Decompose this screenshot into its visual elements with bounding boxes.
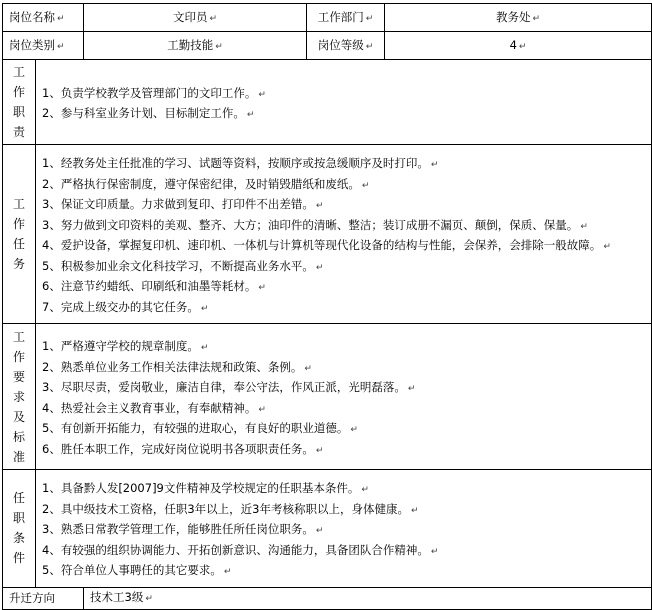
paragraph-mark-icon: ↵ — [258, 404, 266, 415]
department-label-cell — [307, 4, 385, 32]
qualifications-label — [3, 470, 36, 588]
paragraph-mark-icon: ↵ — [315, 201, 324, 211]
paragraph-mark-icon: ↵ — [209, 13, 218, 24]
category-value: 工勤技能 — [167, 37, 214, 52]
list-item: 1、严格遵守学校的规章制度。 ↵ — [42, 339, 209, 353]
paragraph-mark-icon: ↵ — [258, 283, 266, 293]
list-item: 1、具备黔人发[2007]9文件精神及学校规定的任职基本条件。 ↵ — [42, 481, 369, 495]
requirements-label-char: 标 — [12, 429, 25, 444]
category-label-cell — [3, 32, 84, 60]
paragraph-mark-icon: ↵ — [246, 110, 255, 120]
position-name-label: 岗位名称 — [9, 9, 55, 24]
paragraph-mark-icon: ↵ — [361, 485, 369, 495]
paragraph-mark-icon: ↵ — [200, 343, 209, 353]
paragraph-mark-icon: ↵ — [315, 445, 324, 456]
paragraph-mark-icon: ↵ — [350, 425, 358, 435]
list-item: 3、熟悉日常教学管理工作，能够胜任所任岗位职务。 ↵ — [42, 522, 324, 536]
job-description-table — [2, 3, 652, 610]
tasks-label-char: 务 — [12, 257, 25, 271]
list-item: 5、符合单位人事聘任的其它要求。 ↵ — [42, 563, 232, 577]
tasks-label-char: 作 — [12, 217, 25, 231]
list-item: 6、胜任本职工作，完成好岗位说明书各项职责任务。 ↵ — [42, 441, 324, 456]
list-item: 5、有创新开拓能力，有较强的进取心，有良好的职业道德。 ↵ — [42, 421, 358, 435]
requirements-label-char: 准 — [12, 449, 25, 464]
level-label: 岗位等级 — [317, 37, 364, 52]
list-item: 7、完成上级交办的其它任务。 ↵ — [42, 299, 209, 314]
tasks-list — [36, 145, 652, 324]
paragraph-mark-icon: ↵ — [580, 221, 588, 232]
duties-label — [3, 60, 36, 145]
department-value-cell — [385, 4, 652, 32]
paragraph-mark-icon: ↵ — [430, 160, 439, 170]
paragraph-mark-icon: ↵ — [361, 180, 370, 191]
list-item: 2、严格执行保密制度，遵守保密纪律，及时销毁腊纸和废纸。 ↵ — [42, 176, 370, 191]
position-name-value: 文印员 — [172, 9, 208, 24]
paragraph-mark-icon: ↵ — [145, 594, 153, 604]
promotion-label: 升迁方向 — [9, 591, 55, 605]
requirements-row — [3, 324, 652, 470]
header-row-2 — [3, 32, 652, 60]
paragraph-mark-icon: ↵ — [304, 363, 312, 374]
promotion-row — [3, 587, 652, 609]
qualifications-label-char: 条 — [12, 531, 25, 546]
category-label: 岗位类别 — [9, 37, 55, 52]
duties-row — [3, 60, 652, 145]
requirements-label-char: 及 — [12, 409, 25, 424]
tasks-row — [3, 145, 652, 324]
level-value: 4 — [509, 37, 517, 52]
paragraph-mark-icon: ↵ — [407, 384, 416, 394]
position-name-value-cell — [84, 4, 307, 32]
level-label-cell — [307, 32, 385, 60]
paragraph-mark-icon: ↵ — [315, 526, 324, 536]
list-item: 4、热爱社会主义教育事业，有奉献精神。 ↵ — [42, 400, 266, 415]
promotion-value: 技术工3级 — [90, 590, 144, 604]
list-item: 1、经教务处主任批准的学习、试题等资料，按顺序或按急缓顺序及时打印。 ↵ — [42, 156, 439, 170]
list-item: 5、积极参加业余文化科技学习，不断提高业务水平。 ↵ — [42, 258, 324, 273]
paragraph-mark-icon: ↵ — [223, 567, 232, 577]
list-item: 3、尽职尽责，爱岗敬业，廉洁自律，奉公守法，作风正派，光明磊落。 ↵ — [42, 380, 416, 394]
paragraph-mark-icon: ↵ — [315, 262, 324, 273]
list-item: 2、参与科室业务计划、目标制定工作。 ↵ — [42, 106, 255, 120]
paragraph-mark-icon: ↵ — [258, 89, 266, 100]
tasks-label-char: 工 — [12, 197, 25, 211]
paragraph-mark-icon: ↵ — [215, 41, 223, 52]
department-value: 教务处 — [495, 9, 531, 24]
paragraph-mark-icon: ↵ — [410, 505, 419, 516]
duties-label-char: 职 — [12, 105, 25, 119]
list-item: 4、有较强的组织协调能力、开拓创新意识、沟通能力，具备团队合作精神。 ↵ — [42, 542, 439, 557]
list-item: 1、负责学校教学及管理部门的文印工作。 ↵ — [42, 85, 266, 100]
duties-label-char: 责 — [12, 125, 25, 139]
duties-label-char: 工 — [12, 65, 25, 79]
duties-label-char: 作 — [12, 85, 25, 99]
requirements-label-char: 求 — [12, 389, 25, 404]
paragraph-mark-icon: ↵ — [57, 13, 65, 24]
list-item: 2、熟悉单位业务工作相关法律法规和政策、条例。 ↵ — [42, 359, 312, 374]
tasks-label — [3, 145, 36, 324]
requirements-label-char: 工 — [12, 329, 25, 344]
promotion-value-cell — [84, 587, 652, 609]
qualifications-row — [3, 470, 652, 588]
paragraph-mark-icon: ↵ — [430, 546, 439, 557]
paragraph-mark-icon: ↵ — [57, 41, 65, 52]
duties-list — [36, 60, 652, 145]
qualifications-label-char: 件 — [12, 551, 25, 566]
requirements-label-char: 要 — [12, 369, 25, 384]
list-item: 4、爱护设备，掌握复印机、速印机、一体机与计算机等现代化设备的结构与性能，会保养，会排除一般故障。 ↵ — [42, 238, 611, 252]
header-row-1 — [3, 4, 652, 32]
level-value-cell — [385, 32, 652, 60]
paragraph-mark-icon: ↵ — [603, 242, 611, 252]
paragraph-mark-icon: ↵ — [365, 13, 374, 24]
paragraph-mark-icon: ↵ — [518, 41, 527, 52]
category-value-cell — [84, 32, 307, 60]
qualifications-list — [36, 470, 652, 588]
requirements-label-char: 作 — [12, 349, 25, 364]
position-name-label-cell — [3, 4, 84, 32]
tasks-label-char: 任 — [12, 237, 25, 251]
paragraph-mark-icon: ↵ — [532, 13, 541, 24]
list-item: 3、努力做到文印资料的美观、整齐、大方；油印件的清晰、整洁；装订成册不漏页、颠倒，保质、保量。 ↵ — [42, 217, 588, 232]
requirements-label — [3, 324, 36, 470]
paragraph-mark-icon: ↵ — [200, 303, 209, 314]
requirements-list — [36, 324, 652, 470]
list-item: 2、具中级技术工资格，任职3年以上，近3年考核称职以上，身体健康。 ↵ — [42, 501, 419, 516]
paragraph-mark-icon: ↵ — [365, 41, 374, 52]
list-item: 6、注意节约蜡纸、印刷纸和油墨等耗材。 ↵ — [42, 279, 266, 293]
promotion-label-cell — [3, 587, 84, 609]
qualifications-label-char: 任 — [12, 491, 25, 506]
department-label: 工作部门 — [317, 9, 364, 24]
qualifications-label-char: 职 — [12, 511, 25, 526]
list-item: 3、保证文印质量。力求做到复印、打印件不出差错。 ↵ — [42, 197, 324, 211]
